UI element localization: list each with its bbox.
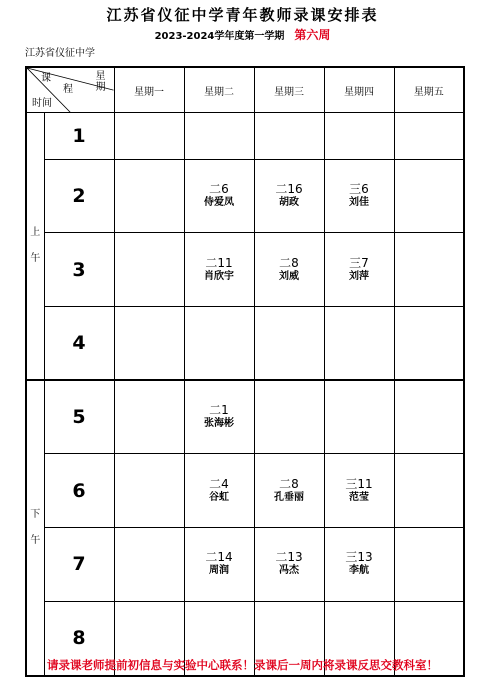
period-number: 7 bbox=[44, 528, 114, 602]
schedule-cell bbox=[394, 306, 464, 380]
teacher-name: 周润 bbox=[209, 565, 229, 577]
teacher-name: 李航 bbox=[349, 565, 369, 577]
schedule-cell bbox=[184, 454, 254, 528]
schedule-cell bbox=[184, 306, 254, 380]
session-char: 下 bbox=[30, 509, 41, 521]
schedule-cell bbox=[394, 113, 464, 159]
footer-notice: 请录课老师提前初信息与实验中心联系！录课后一周内将录课反思交教科室！ bbox=[47, 658, 438, 672]
schedule-cell bbox=[324, 454, 394, 528]
schedule-cell bbox=[394, 233, 464, 307]
period-row bbox=[26, 454, 464, 528]
corner-weekday: 星期 bbox=[95, 71, 106, 93]
term-label: 2023-2024学年度第一学期 bbox=[154, 31, 285, 42]
teacher-name: 孔垂丽 bbox=[274, 491, 304, 503]
schedule-cell bbox=[394, 159, 464, 233]
teacher-name: 刘威 bbox=[279, 270, 299, 282]
week-label: 第六周 bbox=[294, 28, 331, 42]
session-char: 午 bbox=[30, 535, 41, 547]
period-row bbox=[26, 233, 464, 307]
schedule-cell bbox=[254, 454, 324, 528]
session-char: 午 bbox=[30, 253, 41, 265]
schedule-table bbox=[25, 66, 465, 677]
schedule-cell bbox=[324, 159, 394, 233]
class-label: 二11 bbox=[205, 255, 233, 270]
teacher-name: 范莹 bbox=[349, 491, 369, 503]
teacher-name: 刘佳 bbox=[349, 196, 369, 208]
corner-cell bbox=[26, 67, 114, 113]
period-number: 1 bbox=[44, 113, 114, 159]
teacher-name: 张海彬 bbox=[204, 418, 234, 430]
schedule-cell bbox=[254, 380, 324, 454]
teacher-name: 肖欣宇 bbox=[204, 270, 234, 282]
period-number: 4 bbox=[44, 306, 114, 380]
class-label: 二6 bbox=[209, 181, 229, 196]
schedule-cell bbox=[254, 233, 324, 307]
header-row bbox=[26, 67, 464, 113]
period-number: 2 bbox=[44, 159, 114, 233]
schedule-cell bbox=[324, 306, 394, 380]
period-row bbox=[26, 306, 464, 380]
corner-course-char: 程 bbox=[63, 84, 73, 95]
day-header: 星期三 bbox=[254, 67, 324, 113]
class-label: 三6 bbox=[349, 181, 369, 196]
schedule-cell bbox=[254, 159, 324, 233]
school-name: 江苏省仪征中学 bbox=[25, 48, 95, 59]
teacher-name: 侍爱凤 bbox=[204, 196, 234, 208]
class-label: 三11 bbox=[345, 476, 373, 491]
schedule-cell bbox=[114, 306, 184, 380]
period-row bbox=[26, 528, 464, 602]
schedule-cell bbox=[324, 113, 394, 159]
schedule-cell bbox=[394, 380, 464, 454]
schedule-cell bbox=[184, 159, 254, 233]
corner-course-char: 课 bbox=[41, 73, 51, 84]
schedule-cell bbox=[114, 159, 184, 233]
day-header: 星期四 bbox=[324, 67, 394, 113]
session-afternoon bbox=[26, 380, 44, 676]
teacher-name: 谷虹 bbox=[209, 491, 229, 503]
page-title: 江苏省仪征中学青年教师录课安排表 bbox=[106, 6, 379, 24]
period-number: 5 bbox=[44, 380, 114, 454]
schedule-cell bbox=[254, 113, 324, 159]
schedule-cell bbox=[184, 528, 254, 602]
schedule-cell bbox=[114, 528, 184, 602]
teacher-name: 刘萍 bbox=[349, 270, 369, 282]
schedule-cell bbox=[324, 233, 394, 307]
teacher-name: 胡政 bbox=[279, 196, 299, 208]
schedule-cell bbox=[394, 454, 464, 528]
schedule-cell bbox=[184, 233, 254, 307]
schedule-cell bbox=[184, 113, 254, 159]
day-header: 星期五 bbox=[394, 67, 464, 113]
class-label: 二16 bbox=[275, 181, 303, 196]
class-label: 二8 bbox=[279, 476, 299, 491]
class-label: 三13 bbox=[345, 550, 373, 565]
class-label: 三7 bbox=[349, 255, 369, 270]
class-label: 二13 bbox=[275, 550, 303, 565]
period-number: 8 bbox=[44, 601, 114, 676]
day-header: 星期一 bbox=[114, 67, 184, 113]
session-char: 上 bbox=[30, 227, 41, 239]
schedule-cell bbox=[114, 454, 184, 528]
term-line bbox=[0, 26, 485, 43]
period-number: 3 bbox=[44, 233, 114, 307]
schedule-cell bbox=[324, 528, 394, 602]
schedule-cell bbox=[114, 113, 184, 159]
day-header: 星期二 bbox=[184, 67, 254, 113]
class-label: 二4 bbox=[209, 476, 229, 491]
schedule-cell bbox=[324, 380, 394, 454]
class-label: 二1 bbox=[209, 403, 229, 418]
teacher-name: 冯杰 bbox=[279, 565, 299, 577]
schedule-cell bbox=[254, 528, 324, 602]
schedule-cell bbox=[184, 380, 254, 454]
schedule-cell bbox=[254, 306, 324, 380]
class-label: 二8 bbox=[279, 255, 299, 270]
corner-time: 时间 bbox=[32, 98, 52, 110]
schedule-cell bbox=[114, 233, 184, 307]
period-row bbox=[26, 113, 464, 159]
schedule-cell bbox=[114, 380, 184, 454]
period-number: 6 bbox=[44, 454, 114, 528]
session-morning bbox=[26, 113, 44, 380]
period-row bbox=[26, 159, 464, 233]
class-label: 二14 bbox=[205, 550, 233, 565]
schedule-cell bbox=[394, 528, 464, 602]
period-row bbox=[26, 380, 464, 454]
